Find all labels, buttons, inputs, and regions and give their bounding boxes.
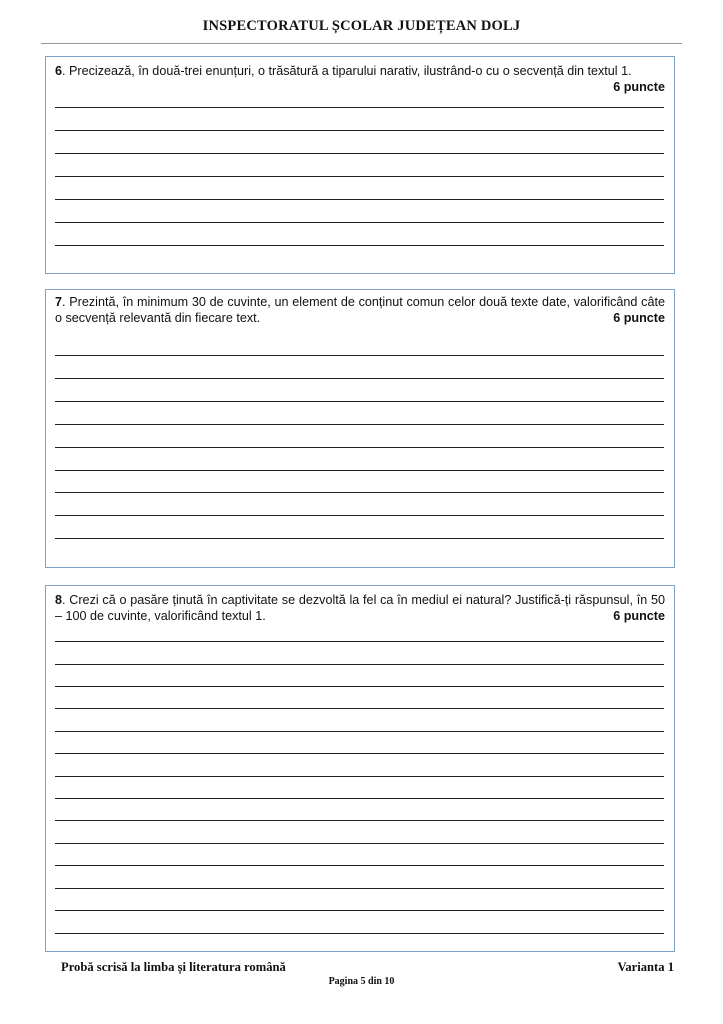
answer-line <box>55 641 664 642</box>
answer-line <box>55 222 664 223</box>
answer-line <box>55 865 664 866</box>
answer-line <box>55 538 664 539</box>
answer-line <box>55 798 664 799</box>
question-7-box <box>45 289 675 568</box>
answer-line <box>55 447 664 448</box>
answer-line <box>55 424 664 425</box>
answer-line <box>55 820 664 821</box>
question-6-points: 6 puncte <box>613 80 665 94</box>
footer-page-number: Pagina 5 din 10 <box>328 976 395 987</box>
header-divider <box>41 43 682 44</box>
answer-line <box>55 888 664 889</box>
answer-line <box>55 176 664 177</box>
answer-line <box>55 355 664 356</box>
question-6-text: . Precizează, în două-trei enunțuri, o trăsătură a tiparului narativ, ilustrând-o cu o secvență din textul 1. <box>62 64 632 78</box>
answer-line <box>55 910 664 911</box>
answer-line <box>55 130 664 131</box>
answer-line <box>55 731 664 732</box>
question-6-prompt <box>55 63 665 79</box>
answer-line <box>55 686 664 687</box>
question-8-prompt <box>55 592 665 624</box>
question-8-points: 6 puncte <box>613 609 665 623</box>
answer-line <box>55 470 664 471</box>
question-8-box <box>45 585 675 952</box>
answer-line <box>55 401 664 402</box>
footer-variant: Varianta 1 <box>617 960 674 974</box>
question-7-number: 7 <box>55 295 63 309</box>
answer-line <box>55 843 664 844</box>
answer-line <box>55 107 664 108</box>
question-7-prompt <box>55 294 665 326</box>
answer-line <box>55 708 664 709</box>
answer-line <box>55 245 664 246</box>
page-header-title: INSPECTORATUL ȘCOLAR JUDEȚEAN DOLJ <box>202 18 521 34</box>
answer-line <box>55 199 664 200</box>
answer-line <box>55 776 664 777</box>
answer-line <box>55 492 664 493</box>
question-7-points: 6 puncte <box>613 311 665 325</box>
answer-line <box>55 664 664 665</box>
answer-line <box>55 378 664 379</box>
question-7-text: . Prezintă, în minimum 30 de cuvinte, un element de conținut comun celor două texte date, valorificând câte o secvență relevantă din fiecare text. <box>55 295 665 325</box>
footer-exam-title: Probă scrisă la limba și literatura română <box>61 960 286 974</box>
question-8-text: . Crezi că o pasăre ținută în captivitate se dezvoltă la fel ca în mediul ei natural? Justifică-ți răspunsul, în 50 – 100 de cuvinte, valorificând textul 1. <box>55 593 665 623</box>
question-6-box <box>45 56 675 274</box>
answer-line <box>55 933 664 934</box>
question-8-number: 8 <box>55 593 63 607</box>
answer-line <box>55 753 664 754</box>
answer-line <box>55 153 664 154</box>
question-6-number: 6 <box>55 64 63 78</box>
answer-line <box>55 515 664 516</box>
